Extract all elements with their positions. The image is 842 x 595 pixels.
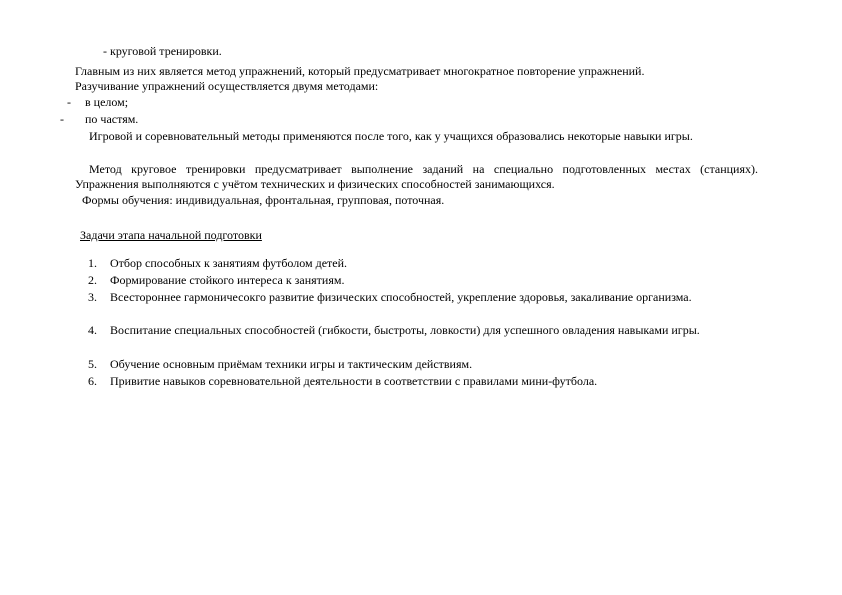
list-item-text: Обучение основным приёмам техники игры и тактическим действиям. bbox=[110, 357, 473, 371]
list-item-number: 4. bbox=[88, 323, 97, 337]
list-item-text: Воспитание специальных способностей (гибкости, быстроты, ловкости) для успешного овладения навыками игры. bbox=[110, 323, 700, 337]
list-item-text: Привитие навыков соревновательной деятельности в соответствии с правилами мини-футбола. bbox=[110, 374, 598, 388]
circuit-method-paragraph: Метод круговое тренировки предусматривает выполнение заданий на специально подготовленных местах (станциях). Упражнения выполняются с учётом технических и физических способностей занимающихся. bbox=[75, 162, 758, 191]
learning-methods-text: Разучивание упражнений осуществляется двумя методами: bbox=[75, 79, 379, 93]
list-dash: - bbox=[67, 95, 71, 109]
game-methods-paragraph: Игровой и соревновательный методы применяются после того, как у учащихся образовались некоторые навыки игры. bbox=[89, 129, 693, 143]
list-item-number: 1. bbox=[88, 256, 97, 270]
list-dash: - bbox=[60, 112, 64, 126]
list-item-number: 6. bbox=[88, 374, 97, 388]
method-whole-label: в целом; bbox=[85, 95, 129, 109]
list-item-text: Всестороннее гармоничесокго развитие физических способностей, укрепление здоровья, закаливание организма. bbox=[110, 290, 692, 304]
list-item-text: Формирование стойкого интереса к занятиям. bbox=[110, 273, 345, 287]
main-method-text: Главным из них является метод упражнений, который предусматривает многократное повторение упражнений. bbox=[75, 64, 645, 78]
circuit-training-item: - круговой тренировки. bbox=[103, 44, 222, 58]
method-parts-label: по частям. bbox=[85, 112, 139, 126]
training-forms-text: Формы обучения: индивидуальная, фронтальная, групповая, поточная. bbox=[82, 193, 445, 207]
list-item-number: 3. bbox=[88, 290, 97, 304]
list-item-number: 5. bbox=[88, 357, 97, 371]
tasks-heading: Задачи этапа начальной подготовки bbox=[80, 228, 262, 242]
list-item-text: Отбор способных к занятиям футболом детей. bbox=[110, 256, 348, 270]
list-item-number: 2. bbox=[88, 273, 97, 287]
